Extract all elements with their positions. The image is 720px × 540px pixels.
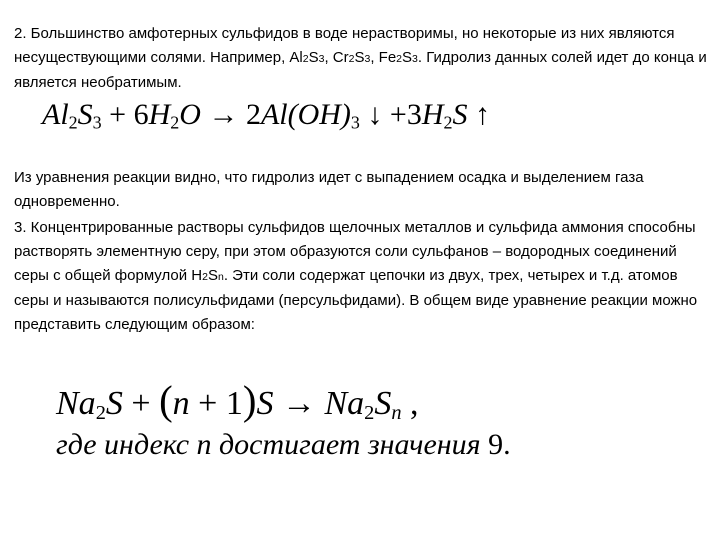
paragraph-conclusion: Из уравнения реакции видно, что гидролиз идет с выпадением осадка и выделением газа одновременно.	[14, 169, 644, 210]
eq2-subscript: 2	[364, 402, 375, 425]
paragraph-polysulfides	[14, 216, 710, 337]
eq1-s: S	[452, 98, 468, 131]
eq1-plus: +3	[389, 98, 422, 131]
p1-text-d: S	[354, 49, 365, 66]
eq2-comma: ,	[401, 385, 419, 422]
eq2-paren: (	[159, 378, 173, 423]
p1-text-f: S	[402, 49, 413, 66]
eq1-plus: + 6	[101, 98, 149, 131]
eq2-s: S	[256, 385, 274, 422]
eq1-arrow: → 2	[200, 98, 261, 131]
p3-subscript: n	[217, 271, 224, 283]
note-text: где индекс n достигает значения	[56, 428, 489, 461]
p3-text-b: S	[207, 267, 218, 284]
p1-subscript: 3	[412, 53, 418, 65]
eq1-h: H	[421, 98, 444, 131]
p1-text-e: , Fe	[370, 49, 397, 66]
eq2-n: n	[172, 385, 190, 422]
eq1-subscript: 2	[68, 112, 78, 133]
eq1-s: S	[77, 98, 93, 131]
eq2-na: Na	[324, 385, 365, 422]
note-period: .	[503, 428, 511, 461]
p3-text-a: 3. Концентрированные растворы сульфидов щелочных металлов и сульфида аммония способны растворять элементную серу, при этом образуются соли сульфанов – водородных соединений серы с общей формулой H	[14, 219, 696, 284]
hydrolysis-equation	[42, 98, 490, 132]
gas-arrow: ↑	[467, 98, 491, 131]
eq1-subscript: 2	[443, 112, 453, 133]
eq2-s: S	[105, 385, 123, 422]
paragraph-amphoteric-sulfides	[14, 22, 710, 95]
p1-text-a: 2. Большинство амфотерных сульфидов в воде нерастворимы, но некоторые из них являются несуществующими солями. Например, Al	[14, 25, 675, 66]
eq1-o: O	[179, 98, 201, 131]
eq2-s: S	[374, 385, 392, 422]
eq2-na: Na	[56, 385, 96, 422]
eq2-arrow: →	[273, 385, 325, 422]
eq1-subscript: 3	[92, 112, 102, 133]
eq1-subscript: 2	[170, 112, 180, 133]
p1-text-c: , Cr	[324, 49, 349, 66]
p1-subscript: 2	[348, 53, 355, 65]
eq2-plus-one: + 1	[189, 385, 243, 422]
eq2-subscript: 2	[95, 402, 106, 425]
eq1-subscript: 3	[350, 112, 360, 133]
p3-subscript: 2	[202, 271, 208, 283]
note-value: 9	[488, 428, 504, 461]
p1-subscript: 2	[302, 53, 309, 65]
p1-subscript: 3	[364, 53, 371, 65]
p3-text-c: . Эти соли содержат цепочки из двух, трех, четырех и т.д. атомов серы и называются полисульфидами (персульфидами). В общем виде уравнение реакции можно представить следующим образом:	[14, 267, 698, 333]
polysulfide-equation	[56, 377, 419, 424]
eq2-subscript: n	[391, 402, 402, 425]
p1-subscript: 2	[396, 53, 403, 65]
eq1-aloh: Al(OH)	[260, 98, 351, 131]
precipitate-arrow: ↓	[359, 98, 390, 131]
eq1-al: Al	[42, 98, 69, 131]
index-note	[56, 428, 511, 462]
p1-text-g: . Гидролиз данных солей идет до конца и является необратимым.	[14, 49, 707, 91]
eq2-paren: )	[242, 378, 257, 423]
eq1-h: H	[148, 98, 171, 131]
p1-text-b: S	[308, 49, 319, 66]
p1-subscript: 3	[318, 53, 325, 65]
eq2-plus: +	[122, 385, 160, 422]
